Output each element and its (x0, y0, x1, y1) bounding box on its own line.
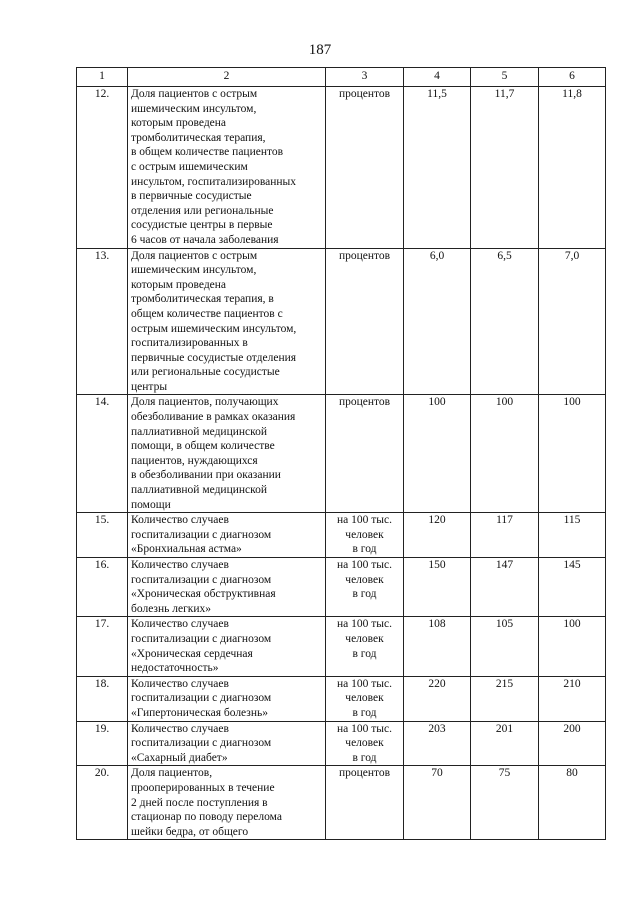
value-cell: 210 (539, 676, 606, 721)
indicator-name: Количество случаев госпитализации с диагнозом «Хроническая обструктивная болезнь легких» (128, 558, 326, 617)
row-number: 12. (77, 87, 128, 249)
value-cell: 100 (471, 395, 539, 513)
row-number: 16. (77, 558, 128, 617)
row-number: 19. (77, 721, 128, 766)
value-cell: 201 (471, 721, 539, 766)
indicator-name: Количество случаев госпитализации с диагнозом «Хроническая сердечная недостаточность» (128, 617, 326, 676)
value-cell: 120 (404, 513, 471, 558)
value-cell: 100 (539, 395, 606, 513)
value-cell: 80 (539, 766, 606, 840)
indicator-name: Количество случаев госпитализации с диагнозом «Бронхиальная астма» (128, 513, 326, 558)
table-row (77, 617, 606, 676)
indicator-name: Количество случаев госпитализации с диагнозом «Гипертоническая болезнь» (128, 676, 326, 721)
indicator-table (76, 67, 606, 840)
value-cell: 115 (539, 513, 606, 558)
value-cell: 100 (404, 395, 471, 513)
column-header: 6 (539, 68, 606, 87)
indicator-name: Доля пациентов, получающих обезболивание в рамках оказания паллиативной медицинской помощи, в общем количестве пациентов, нуждающихся в обезболивании при оказании паллиативной медицинской помощи (128, 395, 326, 513)
value-cell: 215 (471, 676, 539, 721)
unit: процентов (326, 87, 404, 249)
unit: на 100 тыс. человек в год (326, 721, 404, 766)
value-cell: 70 (404, 766, 471, 840)
row-number: 20. (77, 766, 128, 840)
table-row (77, 513, 606, 558)
table-row (77, 676, 606, 721)
unit: на 100 тыс. человек в год (326, 558, 404, 617)
unit: на 100 тыс. человек в год (326, 617, 404, 676)
column-header: 4 (404, 68, 471, 87)
table-row (77, 766, 606, 840)
table-row (77, 248, 606, 395)
value-cell: 11,5 (404, 87, 471, 249)
value-cell: 100 (539, 617, 606, 676)
indicator-name: Доля пациентов с острым ишемическим инсультом, которым проведена тромболитическая терапия, в общем количестве пациентов с острым ишемическим инсультом, госпитализированных в первичные сосудистые отделения или региональные сосудистые центры (128, 248, 326, 395)
table-row (77, 558, 606, 617)
table-row (77, 395, 606, 513)
indicator-name: Доля пациентов, прооперированных в течение 2 дней после поступления в стационар по поводу перелома шейки бедра, от общего (128, 766, 326, 840)
value-cell: 117 (471, 513, 539, 558)
row-number: 18. (77, 676, 128, 721)
value-cell: 75 (471, 766, 539, 840)
value-cell: 147 (471, 558, 539, 617)
table-row (77, 721, 606, 766)
value-cell: 11,7 (471, 87, 539, 249)
page-number: 187 (308, 42, 332, 58)
value-cell: 6,0 (404, 248, 471, 395)
column-header: 3 (326, 68, 404, 87)
unit: процентов (326, 395, 404, 513)
unit: на 100 тыс. человек в год (326, 676, 404, 721)
table-header-row (77, 68, 606, 87)
row-number: 14. (77, 395, 128, 513)
table-row (77, 87, 606, 249)
unit: процентов (326, 248, 404, 395)
row-number: 17. (77, 617, 128, 676)
row-number: 13. (77, 248, 128, 395)
row-number: 15. (77, 513, 128, 558)
unit: процентов (326, 766, 404, 840)
value-cell: 203 (404, 721, 471, 766)
indicator-name: Количество случаев госпитализации с диагнозом «Сахарный диабет» (128, 721, 326, 766)
value-cell: 7,0 (539, 248, 606, 395)
value-cell: 145 (539, 558, 606, 617)
value-cell: 6,5 (471, 248, 539, 395)
column-header: 5 (471, 68, 539, 87)
value-cell: 220 (404, 676, 471, 721)
value-cell: 105 (471, 617, 539, 676)
value-cell: 11,8 (539, 87, 606, 249)
value-cell: 200 (539, 721, 606, 766)
value-cell: 108 (404, 617, 471, 676)
column-header: 2 (128, 68, 326, 87)
column-header: 1 (77, 68, 128, 87)
indicator-name: Доля пациентов с острым ишемическим инсультом, которым проведена тромболитическая терапия, в общем количестве пациентов с острым ишемическим инсультом, госпитализированных в первичные сосудистые отделения или региональные сосудистые центры в первые 6 часов от начала заболевания (128, 87, 326, 249)
unit: на 100 тыс. человек в год (326, 513, 404, 558)
value-cell: 150 (404, 558, 471, 617)
